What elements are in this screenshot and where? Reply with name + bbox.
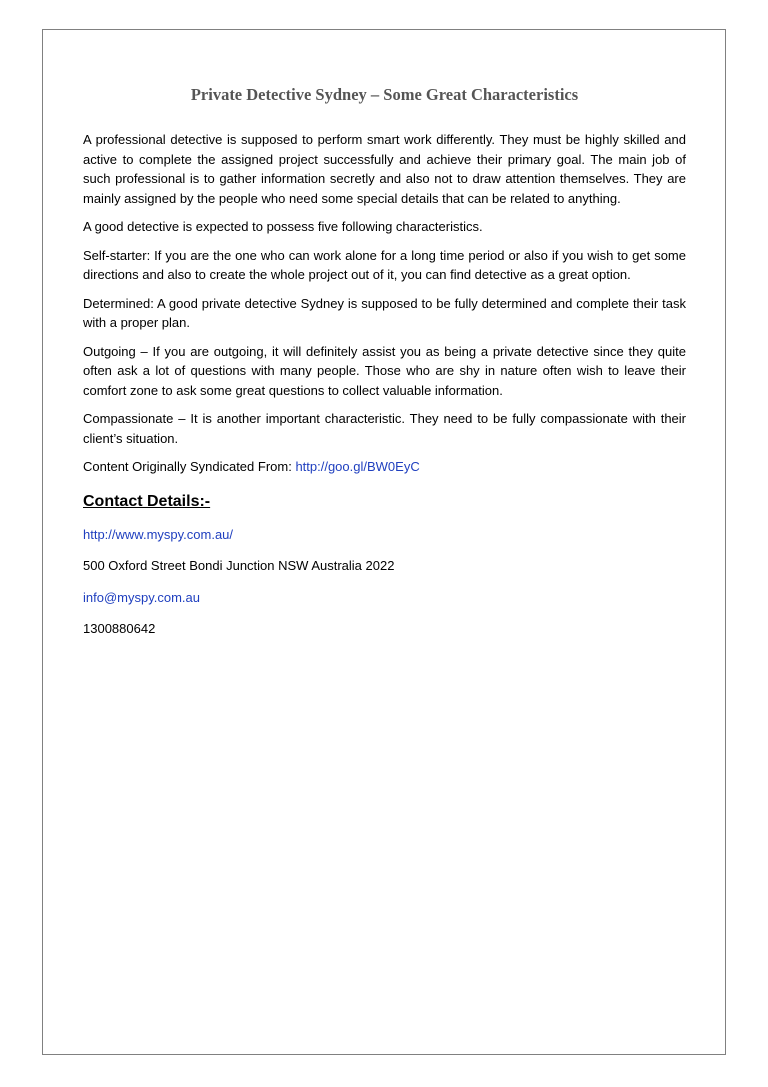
contact-phone: 1300880642 — [83, 621, 156, 636]
syndication-link[interactable]: http://goo.gl/BW0EyC — [295, 459, 420, 474]
paragraph-determined: Determined: A good private detective Sydney is supposed to be fully determined and complete their task with a proper plan. — [83, 295, 686, 330]
paragraph-outgoing: Outgoing – If you are outgoing, it will definitely assist you as being a private detective since they quite often ask a lot of questions with many people. Those who are shy in nature often wish to leave their comfort zone to ask some great questions to collect valuable information. — [83, 343, 686, 398]
contact-website-link[interactable]: http://www.myspy.com.au/ — [83, 526, 234, 542]
paragraph-intro: A professional detective is supposed to perform smart work differently. They must be highly skilled and active to complete the assigned project successfully and achieve their primary goal. The main job of such professional is to gather information secretly and also not to draw attention themselves. They are mainly assigned by the people who need some special details that can be related to anything. — [83, 132, 686, 206]
document-body — [83, 84, 686, 651]
contact-heading: Contact Details:- — [83, 492, 211, 510]
syndication-line — [83, 457, 686, 477]
syndication-prefix: Content Originally Syndicated From: — [83, 459, 296, 474]
document-title: Private Detective Sydney – Some Great Characteristics — [190, 85, 579, 104]
paragraph-compassionate: Compassionate – It is another important characteristic. They need to be fully compassionate with their client’s situation. — [83, 411, 686, 446]
contact-email-link[interactable]: info@myspy.com.au — [83, 589, 200, 605]
contact-address: 500 Oxford Street Bondi Junction NSW Australia 2022 — [83, 558, 395, 573]
paragraph-self-starter: Self-starter: If you are the one who can work alone for a long time period or also if you wish to get some directions and also to create the whole project out of it, you can find detective as a great option. — [83, 247, 686, 282]
paragraph-characteristics-intro: A good detective is expected to possess five following characteristics. — [83, 219, 483, 234]
